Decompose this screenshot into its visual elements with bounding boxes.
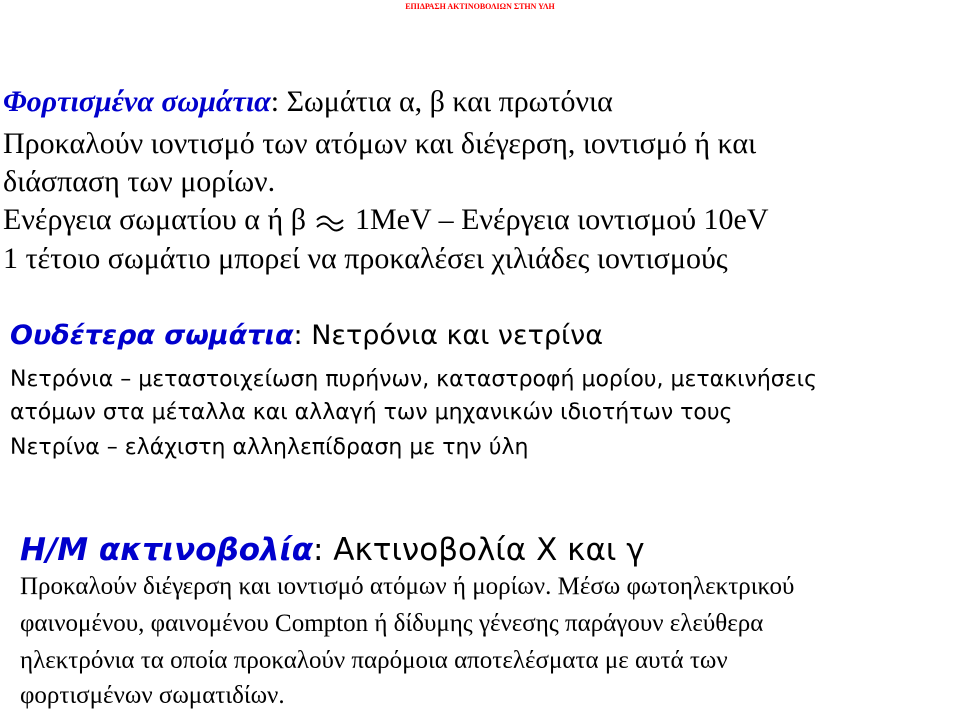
charged-line-2: διάσπαση των μορίων. [3, 165, 276, 198]
neutral-heading: Ουδέτερα σωμάτια [10, 320, 294, 351]
charged-line-4: 1 τέτοιο σωμάτιο μπορεί να προκαλέσει χιλιάδες ιοντισμούς [3, 242, 728, 275]
em-heading-line [20, 532, 645, 568]
charged-heading-line [3, 84, 613, 120]
neutral-heading-rest: : Νετρόνια και νετρίνα [293, 320, 604, 351]
em-heading-rest: : Ακτινοβολία Χ και γ [313, 532, 645, 568]
charged-heading: Φορτισμένα σωμάτια [3, 85, 271, 118]
em-heading: Η/Μ ακτινοβολία [20, 532, 313, 568]
charged-heading-rest: : Σωμάτια α, β και πρωτόνια [270, 85, 613, 118]
em-line-3: ηλεκτρόνια τα οποία προκαλούν παρόμοια αποτελέσματα με αυτά των [20, 647, 728, 674]
neutral-line-3: Νετρίνα – ελάχιστη αλληλεπίδραση με την ύλη [10, 435, 529, 460]
charged-energy-line [3, 202, 769, 238]
charged-energy-left: Ενέργεια σωματίου α ή β [3, 203, 306, 236]
neutral-heading-line [10, 320, 603, 352]
charged-line-1: Προκαλούν ιοντισμό των ατόμων και διέγερση, ιοντισμό ή και [3, 127, 757, 160]
neutral-line-1: Νετρόνια – μεταστοιχείωση πυρήνων, καταστροφή μορίου, μετακινήσεις [10, 367, 817, 392]
page-title: ΕΠΙΔΡΑΣΗ ΑΚΤΙΝΟΒΟΛΙΩΝ ΣΤΗΝ ΥΛΗ [405, 2, 555, 11]
em-line-4: φορτισμένων σωματιδίων. [20, 682, 285, 709]
charged-energy-right: 1MeV – Ενέργεια ιοντισμού 10eV [354, 203, 769, 236]
neutral-line-2: ατόμων στα μέταλλα και αλλαγή των μηχανικών ιδιοτήτων τους [10, 400, 733, 425]
approx-icon [313, 212, 347, 232]
em-line-1: Προκαλούν διέγερση και ιοντισμό ατόμων ή μορίων. Μέσω φωτοηλεκτρικού [20, 573, 795, 600]
em-line-2: φαινομένου, φαινομένου Compton ή δίδυμης γένεσης παράγουν ελεύθερα [20, 610, 764, 637]
